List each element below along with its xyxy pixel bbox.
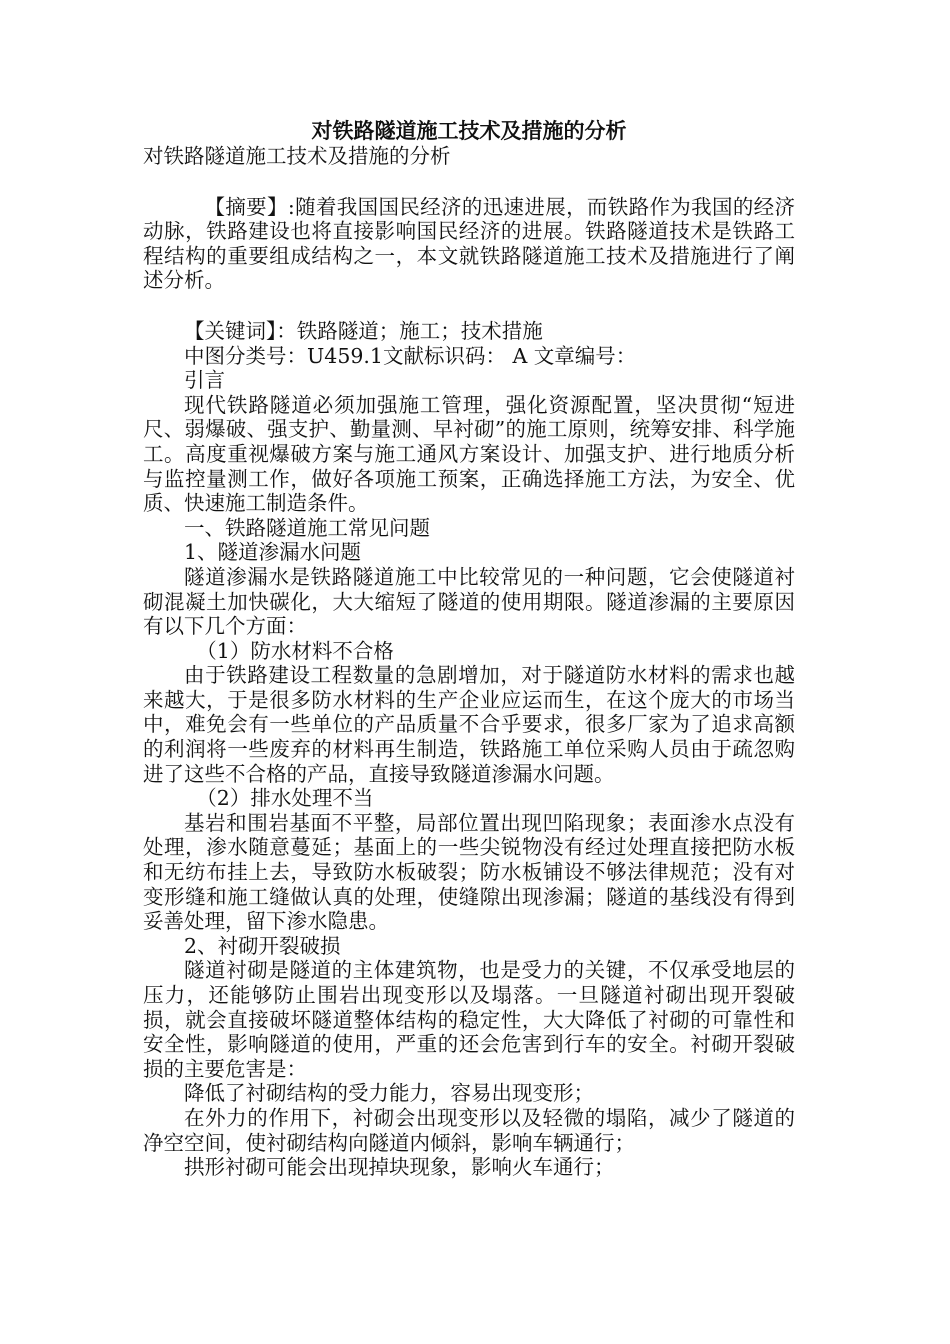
section-1-2-paragraph: 隧道衬砌是隧道的主体建筑物，也是受力的关键，不仅承受地层的压力，还能够防止围岩出现变形以及塌落。一旦隧道衬砌出现开裂破损，就会直接破坏隧道整体结构的稳定性，大大降低了衬砌的可靠性和安全性，影响隧道的使用，严重的还会危害到行车的安全。衬砌开裂破损的主要危害是： [143,958,795,1081]
intro-paragraph: 现代铁路隧道必须加强施工管理，强化资源配置，坚决贯彻“短进尺、弱爆破、强支护、勤量测、早衬砌”的施工原则，统筹安排、科学施工。高度重视爆破方案与施工通风方案设计、加强支护、进行地质分析与监控量测工作，做好各项施工预案，正确选择施工方法，为安全、优质、快速施工制造条件。 [143,392,795,516]
document-title: 对铁路隧道施工技术及措施的分析 [311,118,627,143]
classification-line: 中图分类号：U459.1文献标识码： A 文章编号： [184,343,637,368]
document-subtitle: 对铁路隧道施工技术及措施的分析 [143,144,451,168]
section-1-1-1-paragraph: 由于铁路建设工程数量的急剧增加，对于隧道防水材料的需求也越来越大，于是很多防水材料的生产企业应运而生，在这个庞大的市场当中，难免会有一些单位的产品质量不合乎要求，很多厂家为了追求高额的利润将一些废弃的材料再生制造，铁路施工单位采购人员由于疏忽购进了这些不合格的产品，直接导致隧道渗漏水问题。 [143,663,795,786]
harm-item-1: 降低了衬砌结构的受力能力，容易出现变形； [184,1081,594,1106]
document-page [143,118,795,1180]
intro-heading: 引言 [184,368,225,393]
harm-item-2: 在外力的作用下，衬砌会出现变形以及轻微的塌陷，减少了隧道的净空空间，使衬砌结构向隧道内倾斜，影响车辆通行； [143,1105,795,1155]
section-1-1-2-heading: （2）排水处理不当 [196,786,374,811]
section-1-1-2-paragraph: 基岩和围岩基面不平整，局部位置出现凹陷现象；表面渗水点没有处理，渗水随意蔓延；基面上的一些尖锐物没有经过处理直接把防水板和无纺布挂上去，导致防水板破裂；防水板铺设不够法律规范；没有对变形缝和施工缝做认真的处理，使缝隙出现渗漏；隧道的基线没有得到妥善处理，留下渗水隐患。 [143,810,795,934]
section-1-1-1-heading: （1）防水材料不合格 [196,638,394,663]
abstract-paragraph: 【摘要】:随着我国国民经济的迅速进展，而铁路作为我国的经济动脉，铁路建设也将直接影响国民经济的进展。铁路隧道技术是铁路工程结构的重要组成结构之一，本文就铁路隧道施工技术及措施进行了阐述分析。 [143,194,795,293]
section-1-heading: 一、铁路隧道施工常见问题 [184,515,430,540]
keywords-line: 【关键词】：铁路隧道；施工；技术措施 [184,318,543,343]
section-1-1-heading: 1、隧道渗漏水问题 [184,540,362,565]
section-1-1-paragraph: 隧道渗漏水是铁路隧道施工中比较常见的一种问题，它会使隧道衬砌混凝土加快碳化，大大缩短了隧道的使用期限。隧道渗漏的主要原因有以下几个方面： [143,564,795,639]
harm-item-3: 拱形衬砌可能会出现掉块现象，影响火车通行； [184,1155,615,1180]
section-1-2-heading: 2、衬砌开裂破损 [184,933,341,958]
